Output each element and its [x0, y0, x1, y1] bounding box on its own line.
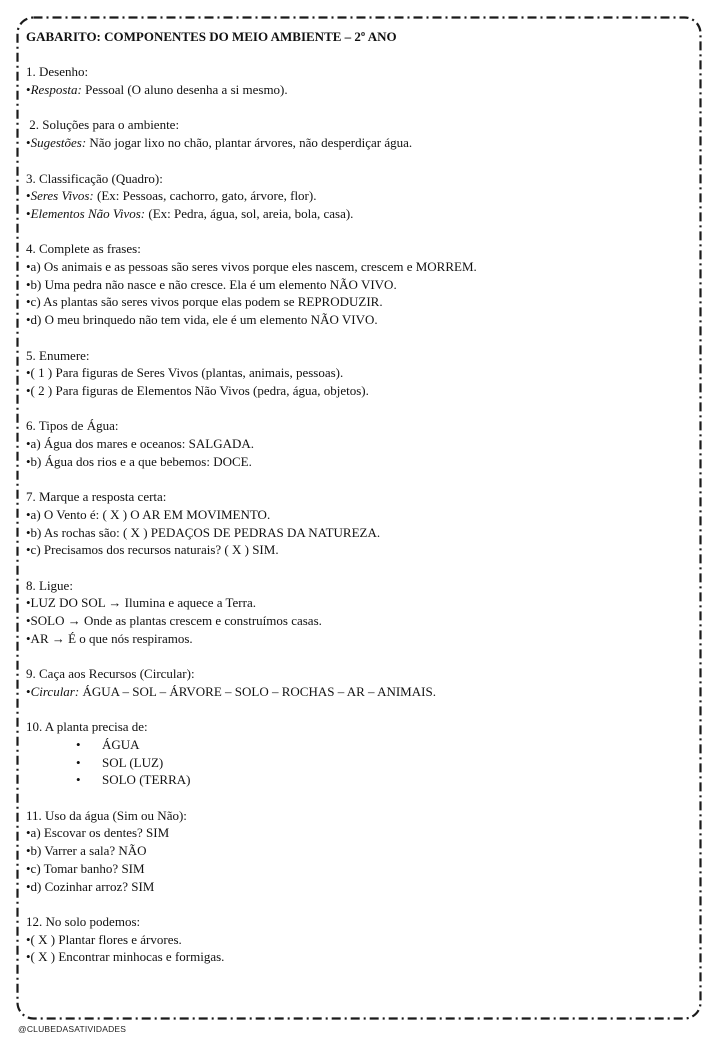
answer-line: •b) As rochas são: ( X ) PEDAÇOS DE PEDRAS DA NATUREZA.: [26, 524, 381, 540]
answer-line: •( 1 ) Para figuras de Seres Vivos (plantas, animais, pessoas).: [26, 365, 344, 381]
section-12: [26, 913, 686, 966]
answer-line: •( X ) Encontrar minhocas e formigas.: [26, 949, 225, 965]
bullet: •: [26, 188, 31, 204]
answer-text: (Ex: Pedra, água, sol, areia, bola, casa).: [145, 205, 354, 221]
section-heading: 12. No solo podemos:: [26, 913, 141, 929]
answer-line: [26, 187, 686, 205]
list-item-text: ÁGUA: [102, 736, 140, 752]
answer-line: [26, 205, 686, 223]
bullet: •: [26, 683, 31, 699]
list-item: [76, 736, 686, 754]
answer-line: •c) Precisamos dos recursos naturais? ( X ) SIM.: [26, 542, 279, 558]
section-heading: 7. Marque a resposta certa:: [26, 489, 167, 505]
answer-line: •c) Tomar banho? SIM: [26, 860, 145, 876]
section-9: [26, 665, 686, 700]
answer-line: •d) Cozinhar arroz? SIM: [26, 878, 155, 894]
list-item-text: SOL (LUZ): [102, 754, 164, 770]
answer-text: (Ex: Pessoas, cachorro, gato, árvore, flor).: [93, 188, 317, 204]
bullet: •: [26, 82, 31, 98]
answer-line: •SOLO → Onde as plantas crescem e construímos casas.: [26, 613, 322, 629]
section-heading: 8. Ligue:: [26, 577, 73, 593]
page-title: GABARITO: COMPONENTES DO MEIO AMBIENTE – 2º ANO: [26, 29, 397, 44]
bullet: •: [76, 736, 81, 752]
section-10: [26, 718, 686, 789]
section-heading: 6. Tipos de Água:: [26, 418, 119, 434]
section-4: [26, 240, 686, 329]
section-heading: 2. Soluções para o ambiente:: [26, 117, 180, 133]
section-2: [26, 116, 686, 151]
answer-line: •AR → É o que nós respiramos.: [26, 630, 193, 646]
section-heading: 4. Complete as frases:: [26, 241, 141, 257]
answer-line: [26, 134, 686, 152]
list-item: [76, 754, 686, 772]
list-item-text: SOLO (TERRA): [102, 772, 191, 788]
section-heading: 11. Uso da água (Sim ou Não):: [26, 807, 187, 823]
answer-line: [26, 81, 686, 99]
section-7: [26, 488, 686, 559]
section-11: [26, 807, 686, 896]
answer-line: •a) Água dos mares e oceanos: SALGADA.: [26, 436, 255, 452]
section-3: [26, 170, 686, 223]
answer-label: Circular:: [30, 683, 80, 699]
answer-line: •a) Os animais e as pessoas são seres vivos porque eles nascem, crescem e MORREM.: [26, 259, 477, 275]
answer-key: [26, 28, 686, 966]
answer-text: Não jogar lixo no chão, plantar árvores, não desperdiçar água.: [86, 135, 413, 151]
answer-line: •a) Escovar os dentes? SIM: [26, 825, 170, 841]
answer-line: •d) O meu brinquedo não tem vida, ele é um elemento NÃO VIVO.: [26, 312, 378, 328]
answer-label: Sugestões:: [30, 135, 87, 151]
section-heading: 5. Enumere:: [26, 347, 90, 363]
list-item: [76, 771, 686, 789]
answer-line: •a) O Vento é: ( X ) O AR EM MOVIMENTO.: [26, 506, 271, 522]
bullet: •: [26, 205, 31, 221]
footer-credit: @CLUBEDASATIVIDADES: [18, 1024, 127, 1034]
answer-text: Pessoal (O aluno desenha a si mesmo).: [81, 82, 288, 98]
answer-line: [26, 683, 686, 701]
bullet: •: [26, 135, 31, 151]
bullet: •: [76, 772, 81, 788]
bullet: •: [76, 754, 81, 770]
section-heading: 3. Classificação (Quadro):: [26, 170, 163, 186]
section-1: [26, 63, 686, 98]
answer-line: •LUZ DO SOL → Ilumina e aquece a Terra.: [26, 595, 256, 611]
section-8: [26, 577, 686, 648]
answer-line: •( 2 ) Para figuras de Elementos Não Vivos (pedra, água, objetos).: [26, 382, 369, 398]
section-heading: 10. A planta precisa de:: [26, 719, 148, 735]
section-heading: 1. Desenho:: [26, 64, 89, 80]
answer-line: •( X ) Plantar flores e árvores.: [26, 931, 182, 947]
answer-line: •b) Uma pedra não nasce e não cresce. Ela é um elemento NÃO VIVO.: [26, 276, 397, 292]
section-6: [26, 417, 686, 470]
section-5: [26, 347, 686, 400]
answer-label: Resposta:: [30, 82, 82, 98]
answer-line: •b) Água dos rios e a que bebemos: DOCE.: [26, 453, 252, 469]
section-heading: 9. Caça aos Recursos (Circular):: [26, 666, 195, 682]
answer-label: Seres Vivos:: [30, 188, 94, 204]
answer-text: ÁGUA – SOL – ÁRVORE – SOLO – ROCHAS – AR – ANIMAIS.: [79, 683, 436, 699]
answer-label: Elementos Não Vivos:: [30, 205, 146, 221]
answer-line: •b) Varrer a sala? NÃO: [26, 843, 147, 859]
bullet-list: [76, 736, 686, 789]
answer-line: •c) As plantas são seres vivos porque elas podem se REPRODUZIR.: [26, 294, 383, 310]
